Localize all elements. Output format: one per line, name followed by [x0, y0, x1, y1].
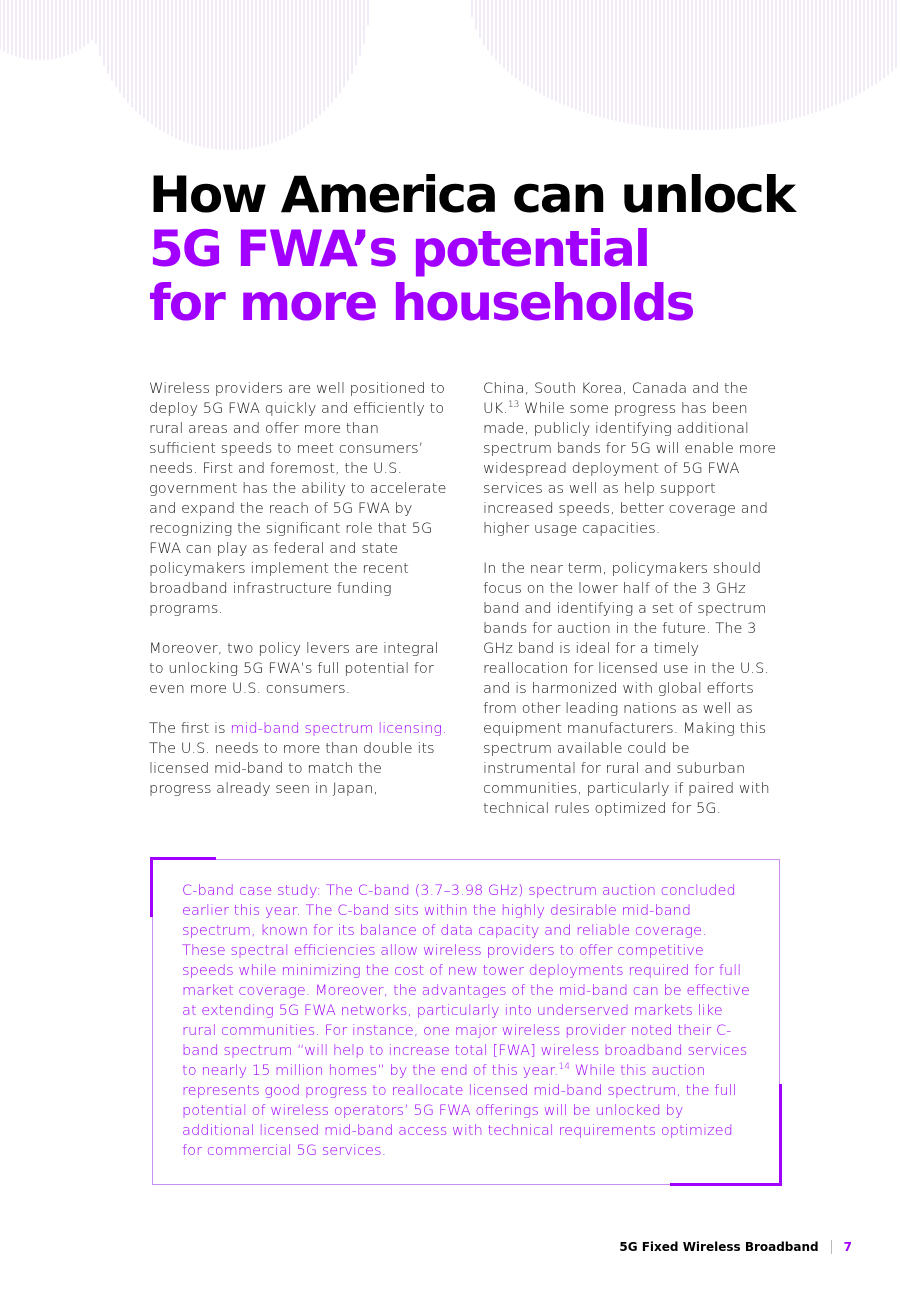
page-number: 7 [843, 1240, 852, 1254]
left-column [149, 379, 449, 819]
footer-title: 5G Fixed Wireless Broadband [619, 1240, 819, 1254]
page-title [149, 168, 829, 330]
paragraph-text: The first is [149, 720, 231, 737]
box-accent [150, 857, 216, 860]
paragraph-text: While some progress has been made, publicly identifying additional spectrum bands for 5G will enable more widespread deployment of 5G FWA services as well as help support increased speeds, better coverage and higher usage capacities. [483, 400, 777, 537]
paragraph-text: China, South Korea, Canada and the UK. [483, 380, 748, 417]
paragraph-text: The U.S. needs to more than double its licensed mid-band to match the progress already seen in Japan, [149, 740, 435, 797]
paragraph [483, 379, 783, 539]
right-column [483, 379, 783, 839]
case-study-text [182, 881, 752, 1161]
paragraph: In the near term, policymakers should focus on the lower half of the 3 GHz band and identifying a set of spectrum bands for auction in the future. The 3 GHz band is ideal for a timely reallocation for licensed use in the U.S. and is harmonized with global efforts from other leading nations as well as equipment manufacturers. Making this spectrum available could be instrumental for rural and suburban communities, particularly if paired with technical rules optimized for 5G. [483, 560, 770, 817]
title-line-1: How America can unlock [149, 166, 795, 224]
box-accent [779, 1084, 782, 1186]
footer-divider [831, 1240, 832, 1254]
paragraph: Moreover, two policy levers are integral to unlocking 5G FWA’s full potential for even more U.S. consumers. [149, 640, 439, 697]
title-line-2: 5G FWA’s potential [149, 220, 650, 278]
page-footer [619, 1240, 852, 1254]
footnote-ref[interactable]: 13 [507, 400, 520, 410]
paragraph: Wireless providers are well positioned to deploy 5G FWA quickly and efficiently to rural areas and offer more than sufficient speeds to meet consumers’ needs. First and foremost, the U.S. government has the ability to accelerate and expand the reach of 5G FWA by recognizing the significant role that 5G FWA can play as federal and state policymakers implement the recent broadband infrastructure funding programs. [149, 380, 447, 617]
paragraph [149, 719, 449, 799]
mid-band-licensing-link[interactable]: mid-band spectrum licensing. [230, 720, 447, 737]
case-study-body: While this auction represents good progress to reallocate licensed mid-band spectrum, the full potential of wireless operators’ 5G FWA offerings will be unlocked by additional licensed mid-band access with technical requirements optimized for commercial 5G services. [182, 1062, 737, 1159]
title-line-3: for more households [149, 274, 694, 332]
footnote-ref[interactable]: 14 [558, 1062, 570, 1072]
case-study-body: C-band case study: The C-band (3.7–3.98 GHz) spectrum auction concluded earlier this year. The C-band sits within the highly desirable mid-band spectrum, known for its balance of data capacity and reliable coverage. These spectral efficiencies allow wireless providers to offer competitive speeds while minimizing the cost of new tower deployments required for full market coverage. Moreover, the advantages of the mid-band can be effective at extending 5G FWA networks, particularly into underserved markets like rural communities. For instance, one major wireless provider noted their C-band spectrum “will help to increase total [FWA] wireless broadband services to nearly 15 million homes” by the end of this year. [182, 882, 750, 1079]
box-accent [670, 1183, 782, 1186]
box-accent [150, 857, 153, 917]
decorative-wave-pattern [0, 0, 900, 150]
